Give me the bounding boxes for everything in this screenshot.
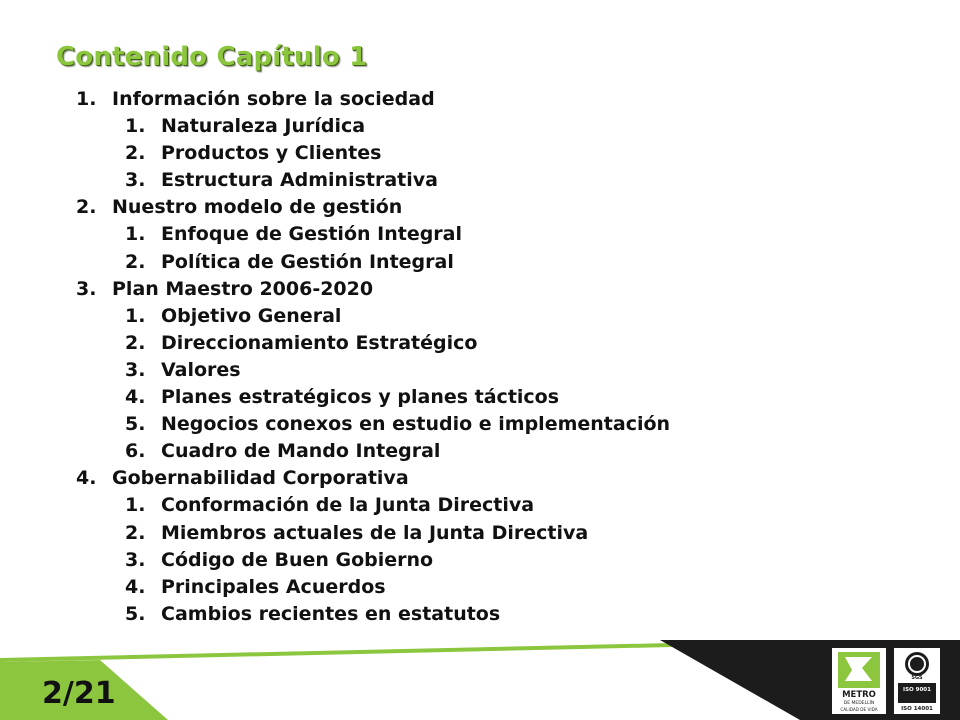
- toc-subitem: [76, 221, 670, 248]
- toc-subitem: [76, 411, 670, 438]
- iso-14001-label: ISO 14001: [901, 706, 933, 712]
- table-of-contents: [76, 86, 670, 628]
- toc-subitem: [76, 520, 670, 547]
- toc-subitem: [76, 384, 670, 411]
- toc-item: [76, 465, 670, 492]
- toc-subitem: [76, 357, 670, 384]
- toc-item-text: Planes estratégicos y planes tácticos: [161, 386, 560, 409]
- toc-item-number: 3.: [76, 277, 97, 300]
- toc-subitem: [76, 303, 670, 330]
- toc-item-number: 2.: [76, 196, 97, 219]
- toc-item-number: 1.: [125, 494, 146, 517]
- toc-item-text: Información sobre la sociedad: [112, 88, 435, 110]
- footer-band: [0, 640, 960, 720]
- iso-9001-label: ISO 9001: [903, 687, 931, 693]
- toc-item-number: 3.: [125, 358, 146, 381]
- toc-subitem: [76, 113, 670, 140]
- toc-item-number: 4.: [76, 467, 97, 490]
- toc-item-text: Objetivo General: [161, 304, 342, 327]
- page-number: 2/21: [42, 676, 116, 711]
- toc-item-text: Negocios conexos en estudio e implementación: [161, 413, 671, 436]
- toc-item-number: 4.: [125, 386, 146, 409]
- toc-item: [76, 194, 670, 221]
- iso-certification-logo: [894, 648, 940, 714]
- toc-item-text: Política de Gestión Integral: [161, 250, 454, 273]
- toc-subitem: [76, 330, 670, 357]
- toc-subitem: [76, 167, 670, 194]
- toc-subitem: [76, 574, 670, 601]
- toc-subitem: [76, 438, 670, 465]
- toc-item-number: 2.: [125, 142, 146, 165]
- toc-item-number: 1.: [125, 304, 146, 327]
- metro-logo-city: DE MEDELLÍN: [843, 701, 875, 706]
- toc-item-text: Plan Maestro 2006-2020: [112, 277, 374, 300]
- metro-logo-name: METRO: [842, 690, 876, 700]
- toc-subitem: [76, 492, 670, 519]
- toc-item-number: 3.: [125, 169, 146, 192]
- toc-item-number: 5.: [125, 602, 146, 625]
- metro-logo-caption: CALIDAD DE VIDA: [840, 707, 878, 712]
- metro-logo: [832, 648, 886, 714]
- toc-item-number: 1.: [125, 223, 146, 246]
- toc-item: [76, 86, 670, 113]
- toc-item-text: Principales Acuerdos: [161, 575, 386, 598]
- toc-subitem: [76, 601, 670, 628]
- toc-item-number: 1.: [76, 88, 97, 110]
- toc-item-text: Enfoque de Gestión Integral: [161, 223, 463, 246]
- slide-title: Contenido Capítulo 1: [56, 42, 368, 72]
- toc-subitem: [76, 547, 670, 574]
- toc-item-text: Naturaleza Jurídica: [161, 115, 366, 138]
- toc-item-number: 2.: [125, 250, 146, 273]
- iso-badge-label: SGS: [911, 675, 923, 681]
- toc-subitem: [76, 140, 670, 167]
- toc-item-number: 1.: [125, 115, 146, 138]
- footer-shapes: [0, 640, 960, 720]
- toc-item-number: 6.: [125, 440, 146, 463]
- toc-item-text: Direccionamiento Estratégico: [161, 331, 478, 354]
- toc-item-number: 3.: [125, 548, 146, 571]
- toc-item-text: Valores: [161, 358, 241, 381]
- toc-item-text: Código de Buen Gobierno: [161, 548, 434, 571]
- toc-item: [76, 276, 670, 303]
- toc-item-number: 2.: [125, 521, 146, 544]
- toc-item-text: Estructura Administrativa: [161, 169, 438, 192]
- toc-item-number: 2.: [125, 331, 146, 354]
- toc-item-number: 5.: [125, 413, 146, 436]
- toc-item-text: Conformación de la Junta Directiva: [161, 494, 535, 517]
- toc-item-text: Nuestro modelo de gestión: [112, 196, 403, 219]
- green-stripe: [0, 643, 672, 662]
- toc-subitem: [76, 249, 670, 276]
- toc-item-text: Productos y Clientes: [161, 142, 382, 165]
- toc-item-number: 4.: [125, 575, 146, 598]
- toc-item-text: Miembros actuales de la Junta Directiva: [161, 521, 589, 544]
- toc-item-text: Cambios recientes en estatutos: [161, 602, 501, 625]
- toc-item-text: Gobernabilidad Corporativa: [112, 467, 409, 490]
- toc-item-text: Cuadro de Mando Integral: [161, 440, 441, 463]
